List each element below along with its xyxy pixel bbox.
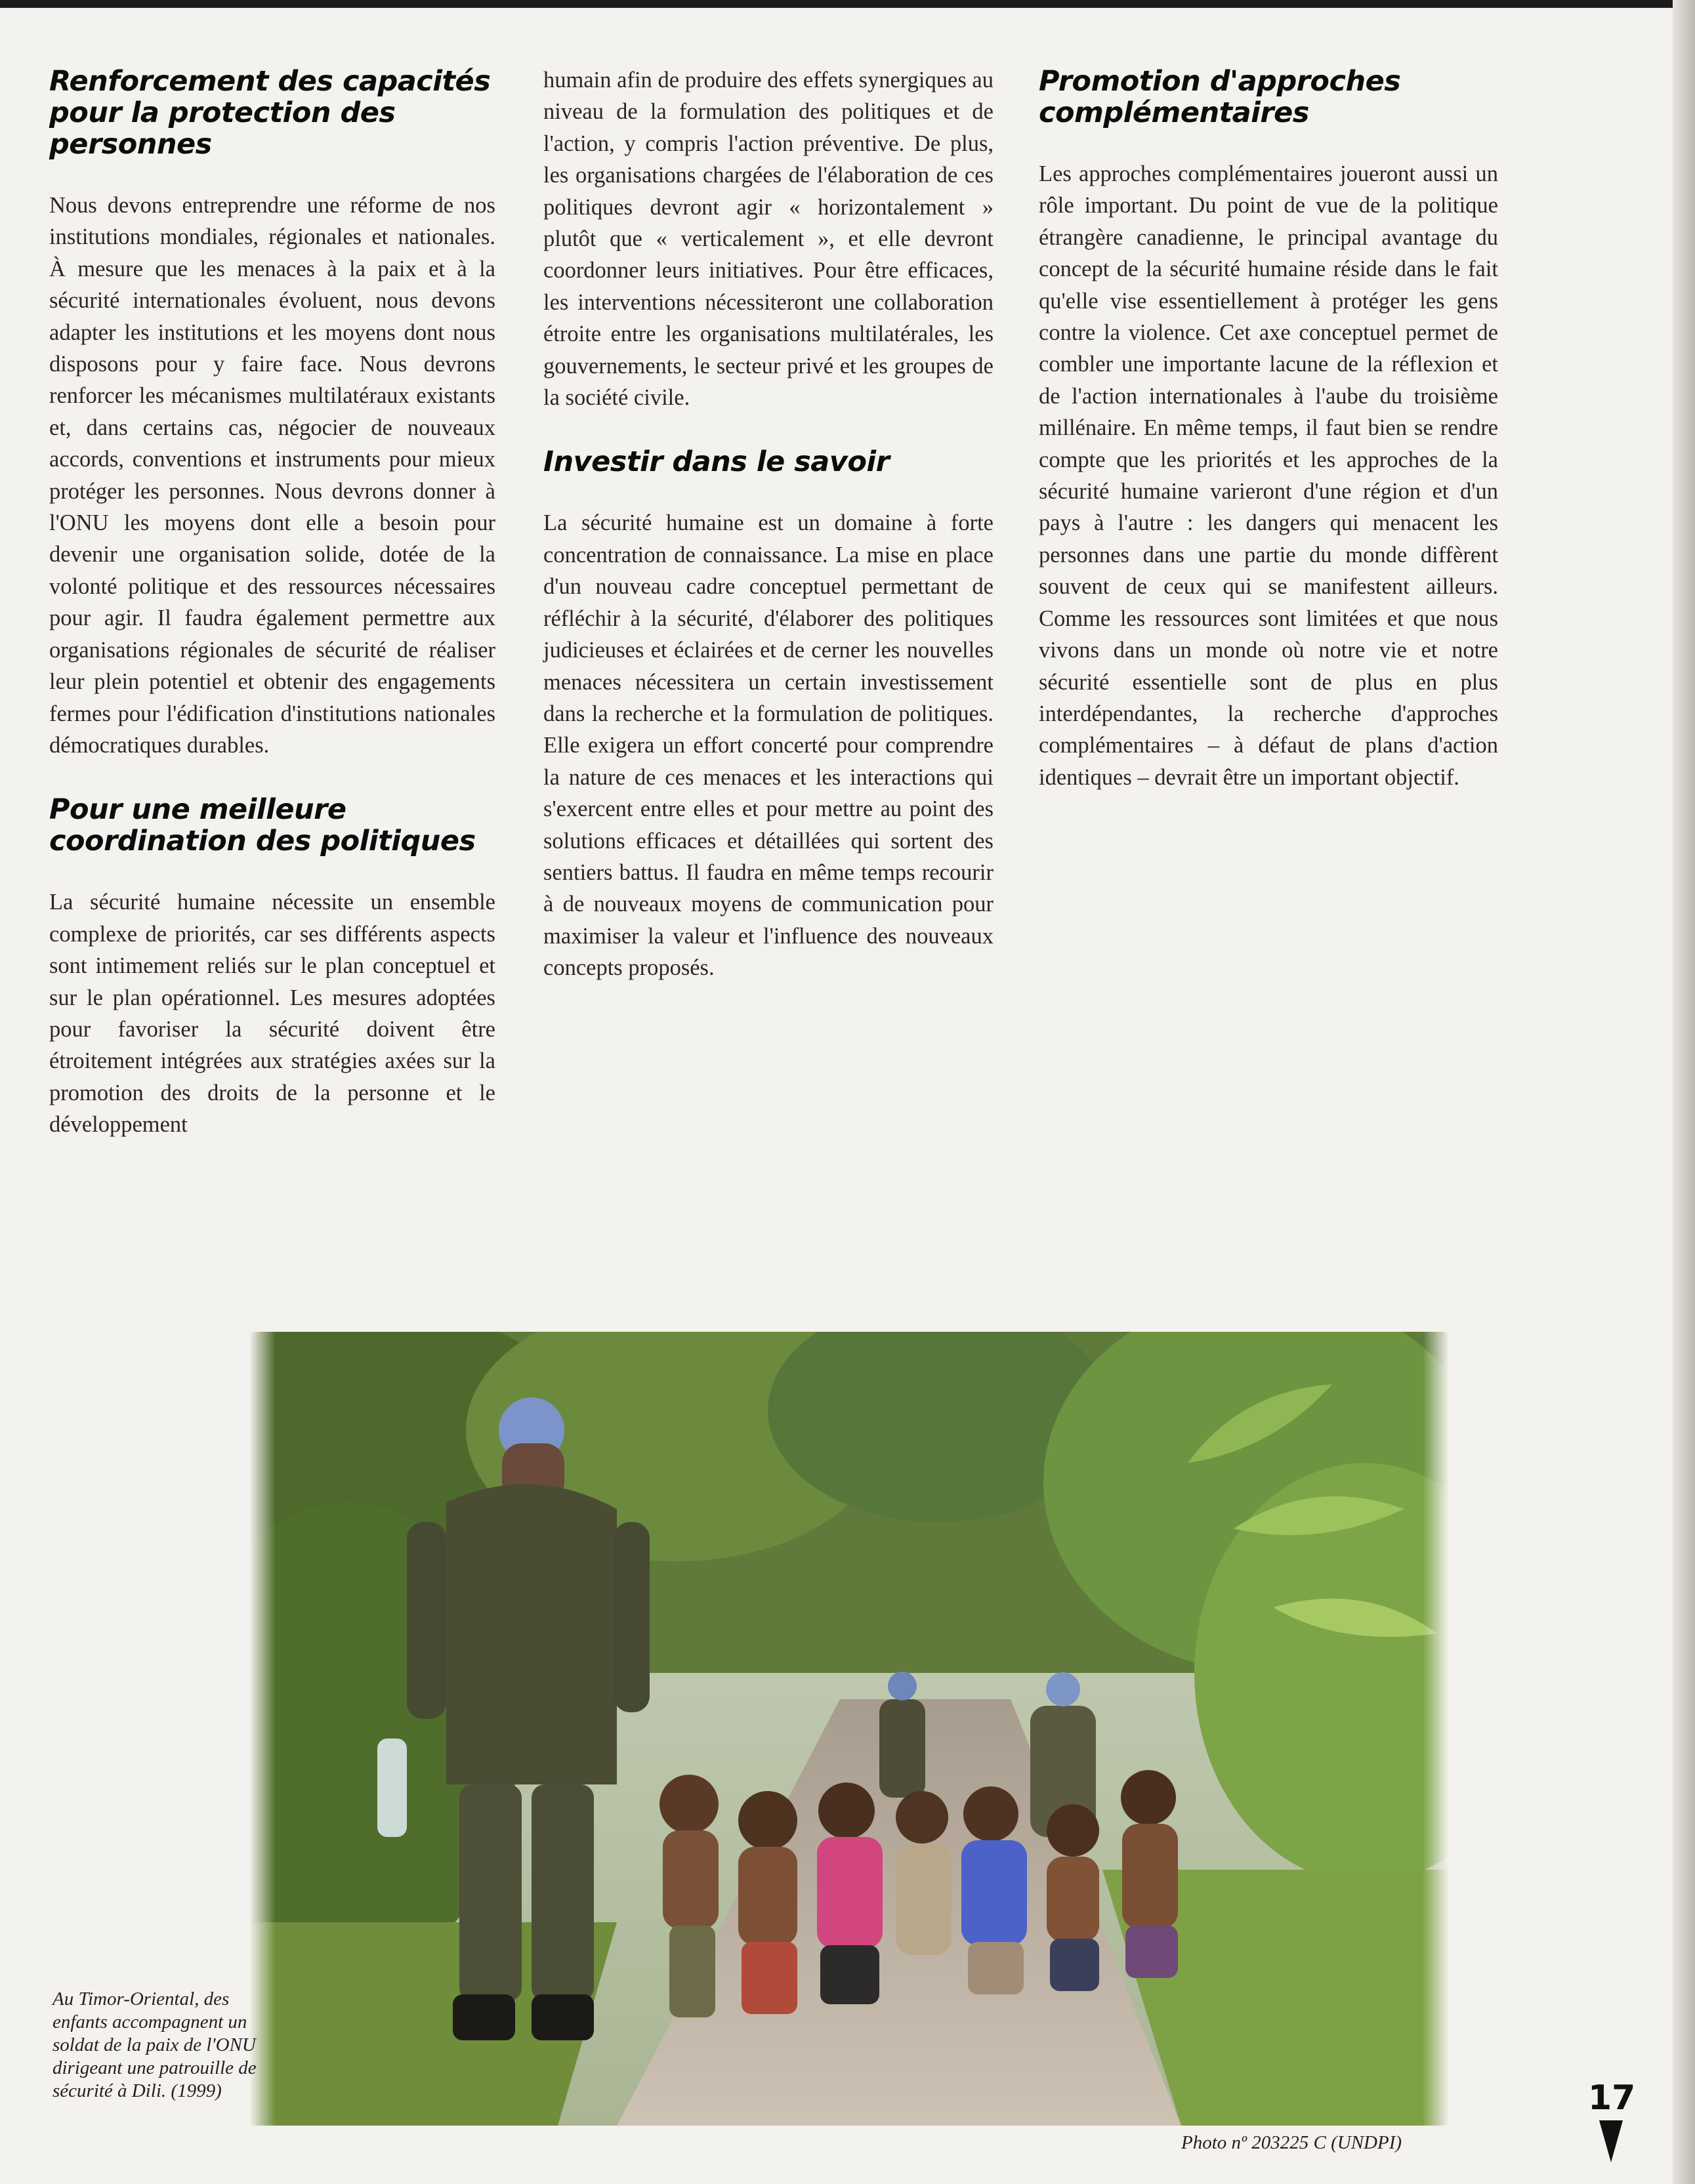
column-right [1039,66,1498,793]
heading-renforcement: Renforcement des capacités pour la protection des personnes [49,65,491,161]
heading-coordination: Pour une meilleure coordination des politiques [49,793,476,858]
heading-investir: Investir dans le savoir [543,445,890,479]
paragraph-promotion: Les approches complémentaires joueront aussi un rôle important. Du point de vue de la politique étrangère canadienne, le principal avantage du concept de la sécurité humaine réside dans le fait qu'elle vise essentiellement à protéger les gens contre la violence. Cet axe conceptuel permet de combler une importante lacune de la réflexion et de l'action internationales à l'aube du troisième millénaire. En même temps, il faut bien se rendre compte que les priorités et les approches de la sécurité humaine varieront d'une région et d'un pays à l'autre : les dangers qui menacent les personnes dans une partie du monde diffèrent souvent de ceux qui se manifestent ailleurs. Comme les ressources sont limitées et que nous vivons dans un monde où notre vie et notre sécurité essentielle sont de plus en plus interdépendantes, la recherche d'approches complémentaires – à défaut de plans d'action identiques – devrait être un important objectif. [1039,161,1498,790]
paragraph-coordination-continued: humain afin de produire des effets synergiques au niveau de la formulation des politiques et de l'action, y compris l'action préventive. De plus, les organisations chargées de l'élaboration de ces politiques devront agir « horizontalement » plutôt que « verticalement », et elle devront coordonner leurs initiatives. Pour être efficaces, les interventions nécessiteront une collaboration étroite entre les organisations multilatérales, les gouvernements, le secteur privé et les groupes de la société civile. [543,68,994,411]
scan-top-edge [0,0,1695,8]
photo-credit: Photo nº 203225 C (UNDPI) [1181,2132,1402,2153]
photo-peacekeeper-children [249,1332,1449,2126]
paragraph-renforcement: Nous devons entreprendre une réforme de nos institutions mondiales, régionales et nationales. À mesure que les menaces à la paix et à la sécurité internationales évoluent, nous devons adapter les institutions et les moyens dont nous disposons pour y faire face. Nous devrons renforcer les mécanismes multilatéraux existants et, dans certains cas, négocier de nouveaux accords, conventions et instruments pour mieux protéger les personnes. Nous devrons donner à l'ONU les moyens dont elle a besoin pour devenir une organisation solide, dotée de la volonté politique et des ressources nécessaires pour agir. Il faudra également permettre aux organisations régionales de sécurité de réaliser leur plein potentiel et obtenir des engagements fermes pour l'édification d'institutions nationales démocratiques durables. [49,193,495,758]
page-number: 17 [1588,2078,1636,2118]
paragraph-investir: La sécurité humaine est un domaine à forte concentration de connaissance. La mise en place d'un nouveau cadre conceptuel permettant de réfléchir à la sécurité, d'élaborer des politiques judicieuses et éclairées et de cerner les nouvelles menaces nécessitera un certain investissement dans la recherche et la formulation de politiques. Elle exigera un effort concerté pour comprendre la nature de ces menaces et les interactions qui s'exercent entre elles et pour mettre au point des solutions efficaces et détaillées qui sortent des sentiers battus. Il faudra en même temps recourir à de nouveaux moyens de communication pour maximiser la valeur et l'influence des nouveaux concepts proposés. [543,510,994,981]
page-arrow-icon [1599,2120,1623,2162]
paragraph-coordination: La sécurité humaine nécessite un ensemble complexe de priorités, car ses différents aspects sont intimement reliés sur le plan conceptuel et sur le plan opérationnel. Les mesures adoptées pour favoriser la sécurité doivent être étroitement intégrées aux stratégies axées sur la promotion des droits de la personne et le développement [49,890,495,1138]
photo-caption: Au Timor-Oriental, des enfants accompagnent un soldat de la paix de l'ONU dirigeant une patrouille de sécurité à Dili. (1999) [52,1988,257,2101]
page-binding-edge [1673,0,1695,2184]
column-left [49,66,495,1141]
heading-promotion: Promotion d'approches complémentaires [1039,65,1401,129]
column-middle [543,64,994,984]
